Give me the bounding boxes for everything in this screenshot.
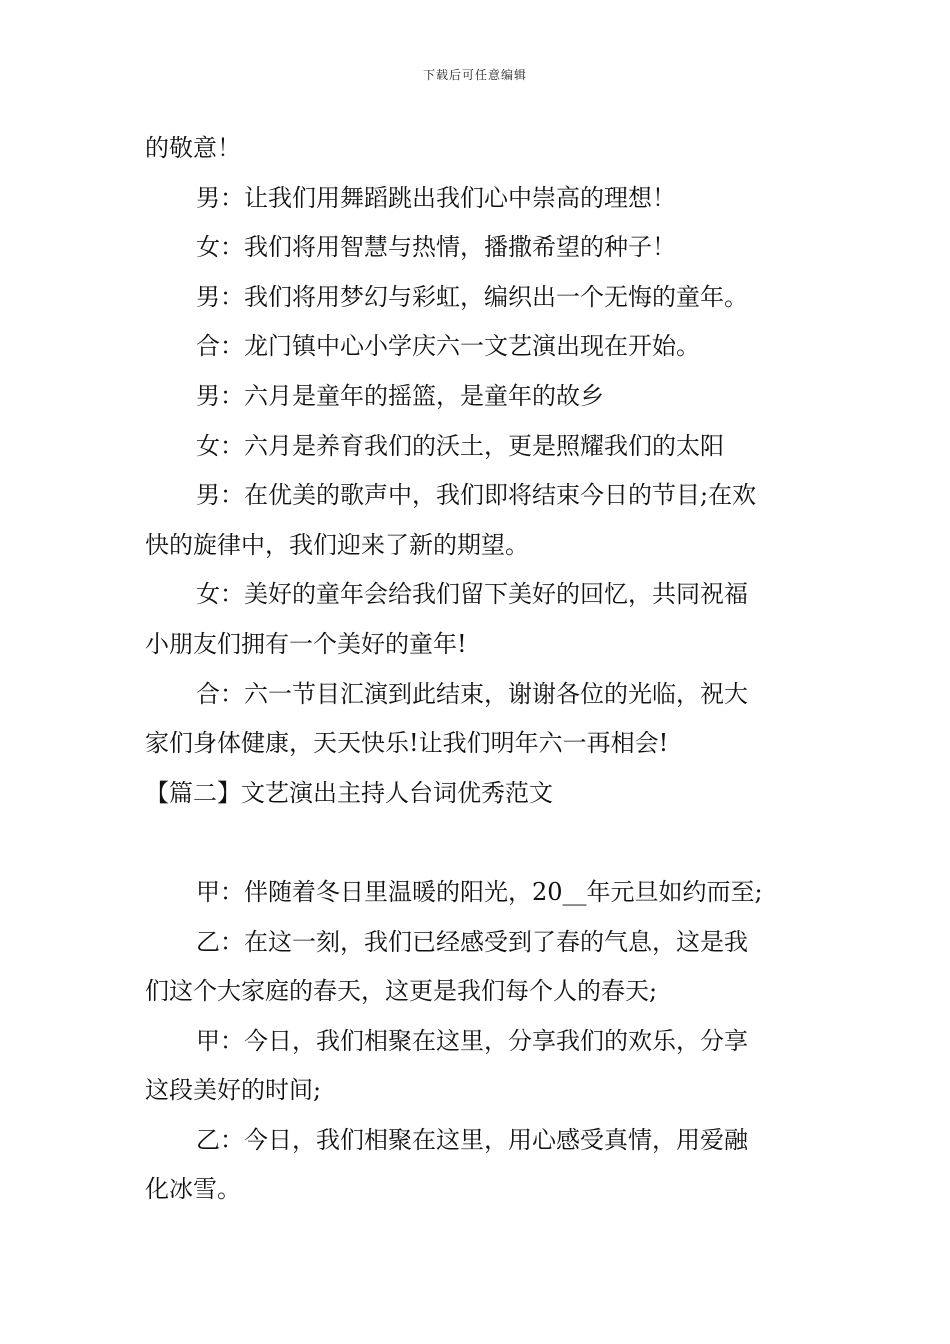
page-header: 下载后可任意编辑 (422, 68, 527, 82)
text-line: 男：我们将用梦幻与彩虹，编织出一个无悔的童年。 (196, 282, 748, 311)
text-line: 男：六月是童年的摇篮，是童年的故乡 (196, 381, 604, 410)
text-line: 甲：今日，我们相聚在这里，分享我们的欢乐，分享 (196, 1026, 748, 1055)
text-line: 们这个大家庭的春天，这更是我们每个人的春天; (145, 977, 658, 1006)
text-line: 女：美好的童年会给我们留下美好的回忆，共同祝福 (196, 580, 748, 609)
text-line: 乙：在这一刻，我们已经感受到了春的气息，这是我 (196, 927, 748, 956)
text-line: 女：六月是养育我们的沃土，更是照耀我们的太阳 (196, 431, 724, 460)
text-line: 甲：伴随着冬日里温暖的阳光，20__年元旦如约而至; (196, 877, 763, 906)
text-line: 化冰雪。 (145, 1175, 241, 1204)
text-line: 的敬意！ (145, 134, 241, 162)
text-line: 男：让我们用舞蹈跳出我们心中崇高的理想！ (196, 183, 676, 212)
text-line: 合：龙门镇中心小学庆六一文艺演出现在开始。 (196, 332, 700, 361)
text-line: 男：在优美的歌声中，我们即将结束今日的节目;在欢 (196, 481, 757, 510)
text-line: 这段美好的时间; (145, 1076, 322, 1105)
text-line: 快的旋律中，我们迎来了新的期望。 (145, 530, 529, 559)
text-line: 家们身体健康，天天快乐!让我们明年六一再相会! (145, 729, 669, 758)
text-line: 小朋友们拥有一个美好的童年! (145, 629, 467, 658)
text-line: 乙：今日，我们相聚在这里，用心感受真情，用爱融 (196, 1125, 748, 1154)
document-body (145, 124, 815, 1215)
text-line: 合：六一节目汇演到此结束，谢谢各位的光临，祝大 (196, 679, 748, 708)
section-heading: 【篇二】文艺演出主持人台词优秀范文 (145, 778, 553, 807)
blank-line (145, 818, 815, 868)
text-line: 女：我们将用智慧与热情，播撒希望的种子！ (196, 233, 676, 262)
